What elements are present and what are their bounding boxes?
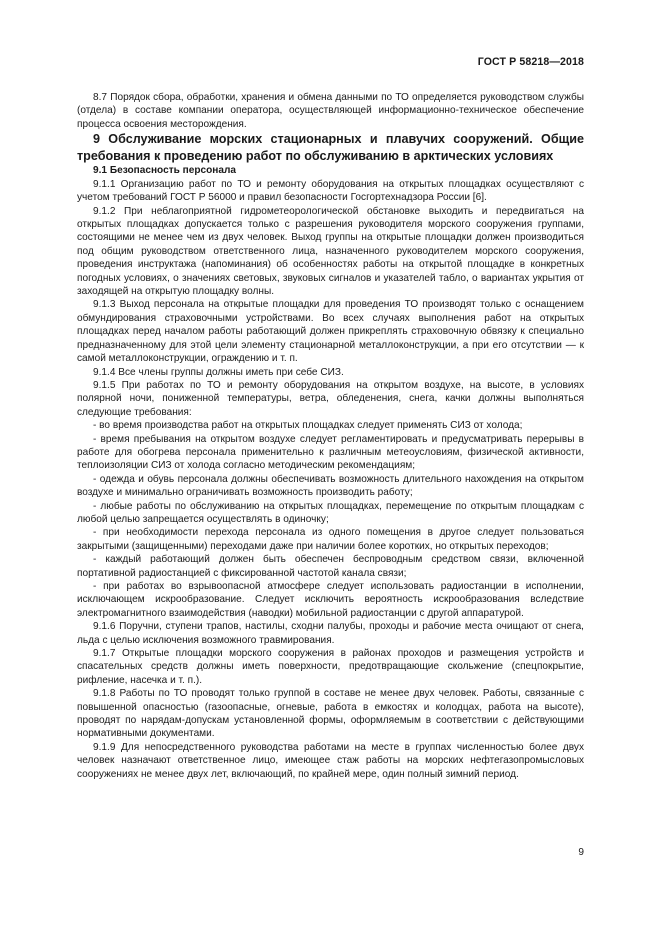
list-item-explosive-atmosphere: - при работах во взрывоопасной атмосфере следует использовать радиостанции в исполнении, исключающем искрообразование. Следует исключить вероятность искрообразования вследствие электромагнитного взаимодействия (наводки) мобильной радиостанции с другой аппаратурой. [77,581,584,619]
paragraph-9-1-5: 9.1.5 При работах по ТО и ремонту оборудования на открытом воздухе, на высоте, в условиях полярной ночи, пониженной температуры, ветра, обледенения, снега, качки должны выполняться следующие требования: [77,379,584,418]
paragraph-9-1-9: 9.1.9 Для непосредственного руководства работами на месте в группах численностью более двух человек назначают ответственное лицо, имеющее стаж работы на морских нефтегазопромысловых сооружениях не менее двух лет, включающий, по крайней мере, один полный зимний период. [77,741,584,780]
paragraph-9-1-6: 9.1.6 Поручни, ступени трапов, настилы, сходни палубы, проходы и рабочие места очищают от снега, льда с целью исключения возможного травмирования. [77,621,584,646]
intro-paragraph: 8.7 Порядок сбора, обработки, хранения и обмена данными по ТО определяется руководством службы (отдела) в составе компании оператора, осуществляющей информационно-техническое обеспечение процесса освоения месторождения. [77,92,584,130]
list-item-no-solo-work: - любые работы по обслуживанию на открытых площадках, перемещение по открытым площадкам с любой целью запрещается осуществлять в одиночку; [77,500,584,525]
page-number: 9 [578,847,584,858]
list-item-siz-cold: - во время производства работ на открытых площадках следует применять СИЗ от холода; [93,420,523,432]
list-item-closed-passages: - при необходимости перехода персонала из одного помещения в другое следует пользоваться закрытыми (защищенными) переходами даже при наличии более коротких, но открытых переходов; [77,527,584,552]
paragraph-9-1-7: 9.1.7 Открытые площадки морского сооружения в районах проходов и размещения устройств и спасательных средств должны иметь поверхности, предотвращающие скольжение (спецпокрытие, рифление, насечка и т. п.). [77,648,584,686]
paragraph-9-1-3: 9.1.3 Выход персонала на открытые площадки для проведения ТО производят только с оснащением обмундирования страховочными устройствами. Во всех случаях выполнения работ на открытых площадках перед началом работы работающий должен прикреплять страховочную обвязку к специально предназначенному для этой цели элементу стационарной металлоконструкции, а при его отсутствии — к самой металлоконструкции, ограждению и т. п. [77,299,584,365]
document-body [77,91,584,781]
subsection-title: 9.1 Безопасность персонала [93,165,237,177]
section-title: 9 Обслуживание морских стационарных и плавучих сооружений. Общие требования к проведению работ по обслуживанию в арктических условиях [77,132,584,163]
standard-header: ГОСТ Р 58218—2018 [477,56,584,68]
paragraph-9-1-1: 9.1.1 Организацию работ по ТО и ремонту оборудования на открытых площадках осуществляют с учетом требований ГОСТ Р 56000 и правил безопасности Госгортехнадзора России [6]. [77,178,584,204]
paragraph-9-1-2: 9.1.2 При неблагоприятной гидрометеорологической обстановке выходить и передвигаться на открытых площадках допускается только с разрешения руководителя морского сооружения группами, состоящими не менее чем из двух человек. Выход группы на открытые площадки должен производиться под общим руководством ответственного лица, назначенного руководителем морского сооружения, проведения инструктажа (напоминания) об особенностях работы на открытой площадке в конкретных погодных условиях, о значениях световых, звуковых сигналов и указателей табло, о вариантах укрытия от заходящей на открытую площадку волны. [77,205,584,298]
list-item-outdoor-time: - время пребывания на открытом воздухе следует регламентировать и предусматривать перерывы в работе для обогрева персонала применительно к различным метеоусловиям, физической активности, теплоизоляции СИЗ от холода согласно методическим рекомендациям; [77,433,584,472]
list-item-radio: - каждый работающий должен быть обеспечен беспроводным средством связи, включенной портативной радиостанцией с фиксированной частотой канала связи; [77,554,584,579]
list-item-clothing: - одежда и обувь персонала должны обеспечивать возможность длительного нахождения на открытом воздухе и минимально ограничивать возможность производить работу; [77,473,584,499]
paragraph-9-1-4: 9.1.4 Все члены группы должны иметь при себе СИЗ. [93,366,344,378]
paragraph-9-1-8: 9.1.8 Работы по ТО проводят только группой в составе не менее двух человек. Работы, связанные с повышенной опасностью (газоопасные, огневые, работа в емкостях и колодцах, работа на высоте), проводят по нарядам-допускам установленной формы, оформляемым в соответствии с действующими нормативными документами. [77,688,584,740]
